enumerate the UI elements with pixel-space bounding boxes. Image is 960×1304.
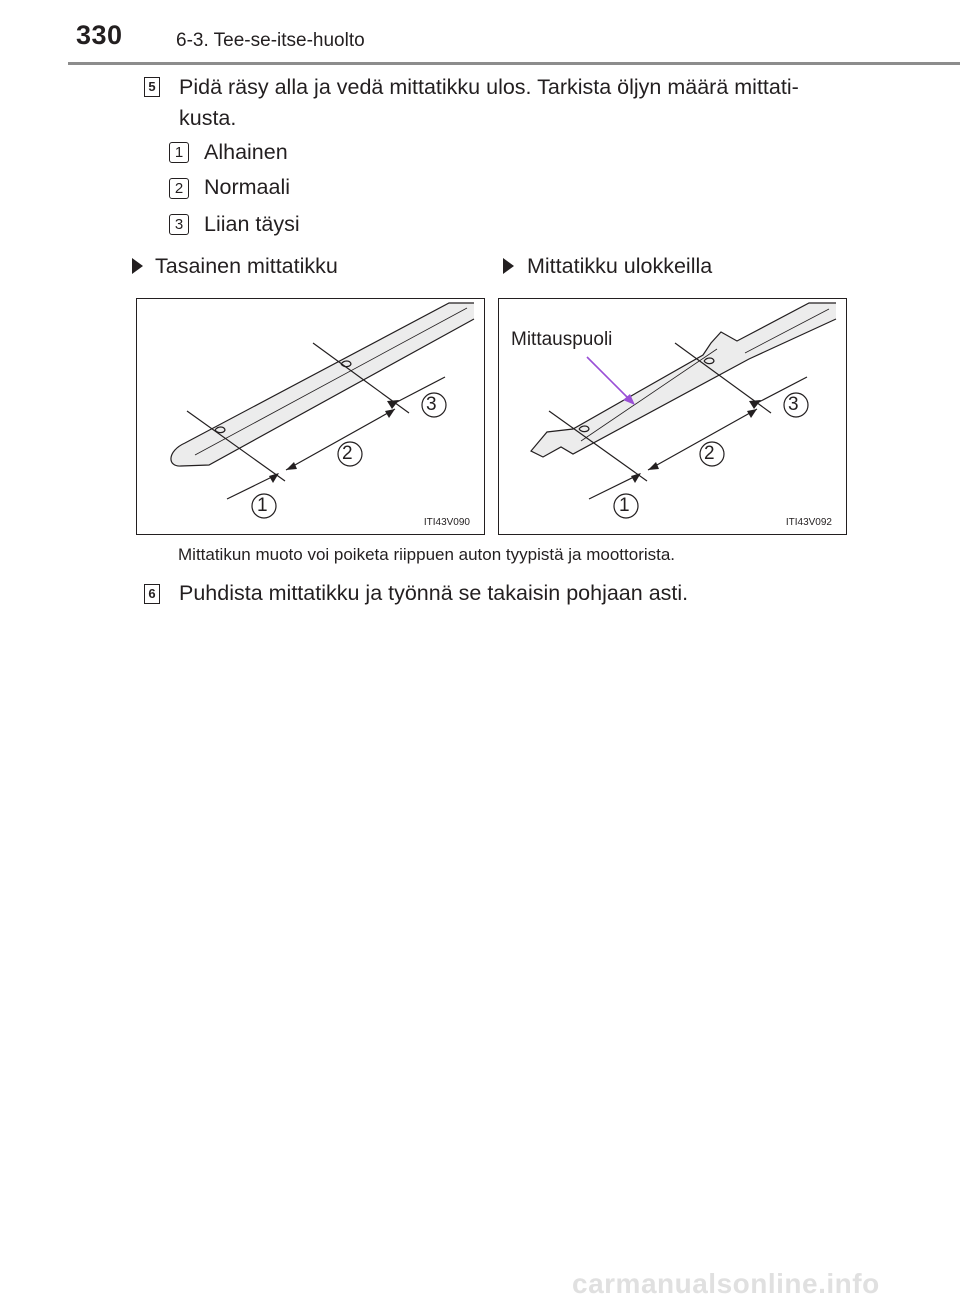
dim-arrow-2b [747, 409, 757, 418]
callout-3: 3 [788, 394, 799, 415]
dim-arrow-2a [286, 462, 297, 470]
callout-2: 2 [342, 443, 353, 464]
figure-flat-dipstick [136, 298, 485, 535]
callout-3: 3 [426, 394, 437, 415]
measuring-side-label: Mittauspuoli [511, 329, 613, 350]
step-5-text-line1: Pidä räsy alla ja vedä mittatikku ulos. Tarkista öljyn määrä mittati- [179, 75, 799, 99]
dipstick-body [531, 303, 836, 457]
dim-arrow-2b [385, 409, 395, 418]
callout-2: 2 [704, 443, 715, 464]
watermark: carmanualsonline.info [572, 1268, 880, 1299]
section-title: 6-3. Tee-se-itse-huolto [176, 30, 365, 51]
header-divider [68, 62, 960, 65]
measuring-side-arrow [587, 357, 629, 399]
figure-left-heading: Tasainen mittatikku [155, 254, 338, 278]
figure-note: Mittatikun muoto voi poiketa riippuen auton tyypistä ja moottorista. [178, 545, 676, 564]
bullet-triangle-icon [503, 258, 514, 274]
dim-arrow-1 [631, 473, 641, 483]
item-label-low: Alhainen [204, 140, 288, 164]
callout-1: 1 [257, 495, 268, 516]
step-6-text: Puhdista mittatikku ja työnnä se takaisin pohjaan asti. [179, 581, 689, 605]
item-badge-3: 3 [169, 214, 189, 235]
dim-arrow-2a [648, 462, 659, 470]
step-5-badge: 5 [144, 77, 160, 97]
figure-code: ITI43V090 [423, 517, 470, 528]
step-5-text-line2: kusta. [179, 106, 237, 130]
bullet-triangle-icon [132, 258, 143, 274]
item-label-too-full: Liian täysi [204, 212, 300, 236]
dim-arrow-1 [269, 473, 279, 483]
page-number: 330 [76, 20, 123, 50]
figure-right-heading: Mittatikku ulokkeilla [527, 254, 713, 278]
step-6-badge: 6 [144, 584, 160, 604]
figure-tabbed-dipstick [498, 298, 847, 535]
item-badge-1: 1 [169, 142, 189, 163]
flat-dipstick-illustration [137, 299, 486, 536]
figure-code: ITI43V092 [785, 517, 832, 528]
dipstick-body [171, 303, 474, 466]
item-badge-2: 2 [169, 178, 189, 199]
item-label-normal: Normaali [204, 175, 291, 199]
callout-1: 1 [619, 495, 630, 516]
